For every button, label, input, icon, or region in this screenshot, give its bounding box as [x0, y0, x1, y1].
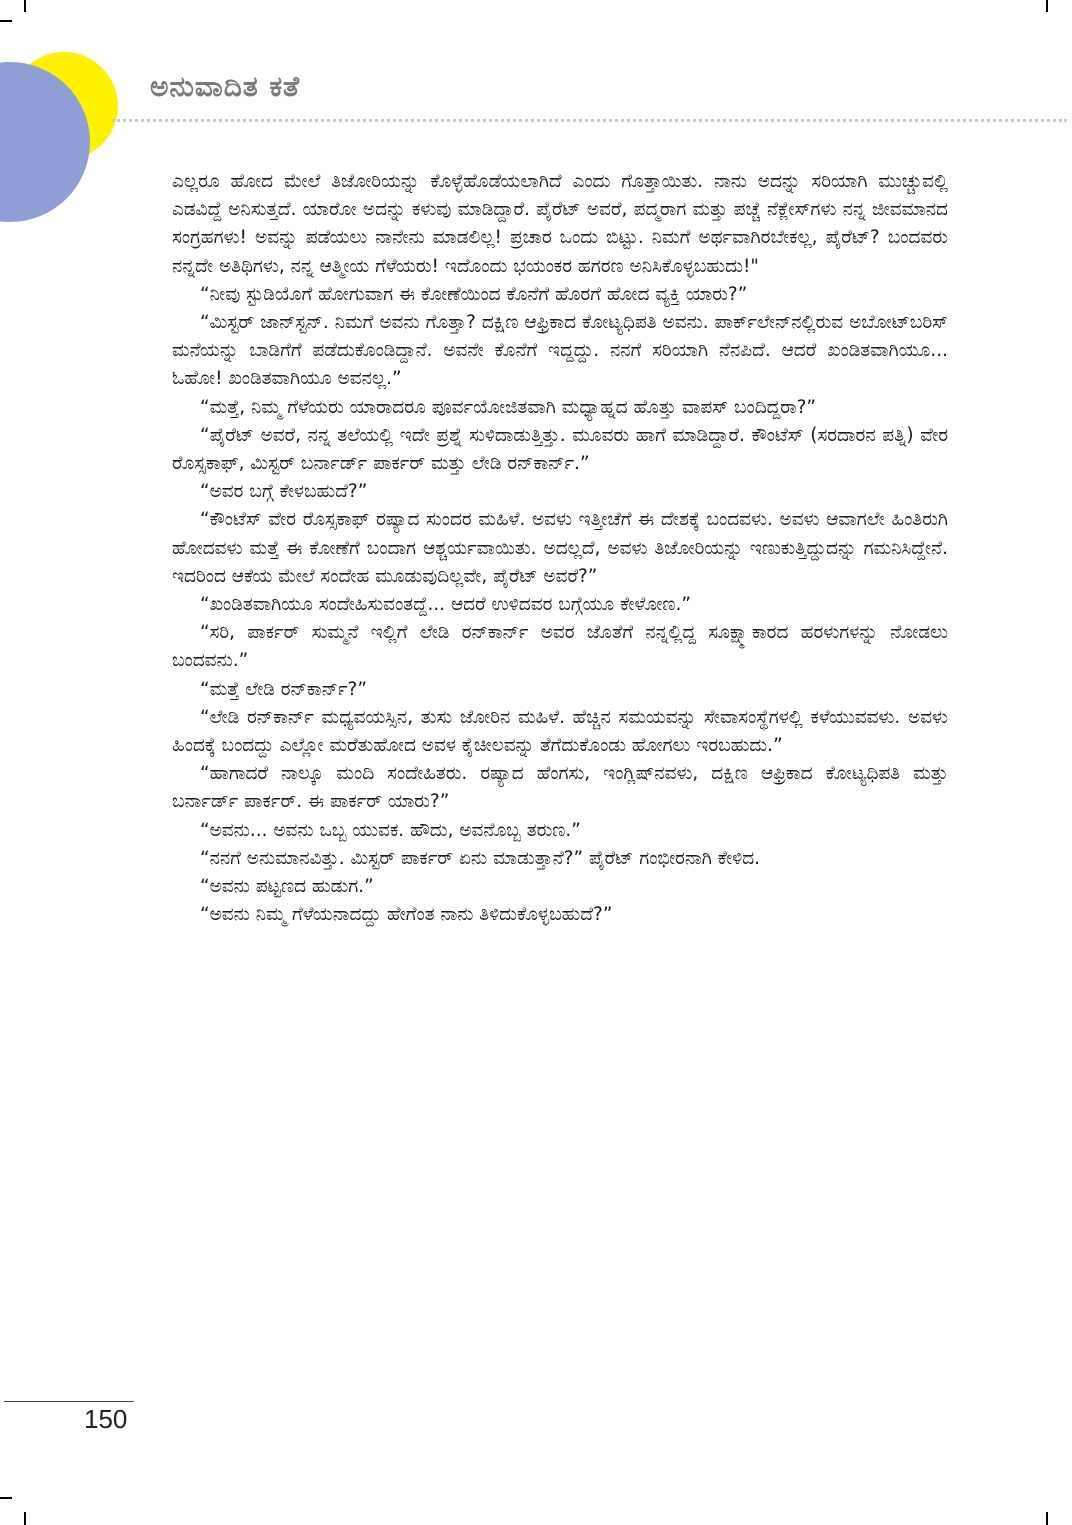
paragraph: “ಅವನು ನಿಮ್ಮ ಗೆಳೆಯನಾದದ್ದು ಹೇಗೆಂತ ನಾನು ತಿಳಿದುಕೊಳ್ಳಬಹುದೆ?” — [200, 904, 613, 926]
crop-mark — [24, 1512, 26, 1525]
paragraph: ಎಲ್ಲರೂ ಹೋದ ಮೇಲೆ ತಿಜೋರಿಯನ್ನು ಕೊಳ್ಳೆಹೊಡೆಯಲಾಗಿದೆ ಎಂದು ಗೊತ್ತಾಯಿತು. ನಾನು ಅದನ್ನು ಸರಿಯಾಗಿ ಮುಚ್ಚುವಲ್ಲಿ ಎಡವಿದ್ದೆ ಅನಿಸುತ್ತದೆ. ಯಾರೋ ಅದನ್ನು ಕಳುವು ಮಾಡಿದ್ದಾರೆ. ಪೈರೆಟ್ ಅವರೆ, ಪದ್ಮರಾಗ ಮತ್ತು ಪಚ್ಚೆ ನೆಕ್ಲೇಸ್‌ಗಳು ನನ್ನ ಜೀವಮಾನದ ಸಂಗ್ರಹಗಳು! ಅವನ್ನು ಪಡೆಯಲು ನಾನೇನು ಮಾಡಲಿಲ್ಲ! ಪ್ರಚಾರ ಒಂದು ಬಿಟ್ಟು. ನಿಮಗೆ ಅರ್ಥವಾಗಿರಬೇಕಲ್ಲ, ಪೈರೆಟ್? ಬಂದವರು ನನ್ನದೇ ಅತಿಥಿಗಳು, ನನ್ನ ಆತ್ಮೀಯ ಗೆಳೆಯರು! ಇದೊಂದು ಭಯಂಕರ ಹಗರಣ ಅನಿಸಿಕೊಳ್ಳಬಹುದು!" — [172, 171, 948, 277]
paragraph: “ಅವನು ಪಟ್ಟಣದ ಹುಡುಗ.” — [200, 876, 374, 898]
paragraph: “ನನಗೆ ಅನುಮಾನವಿತ್ತು. ಮಿಸ್ಟರ್ ಪಾರ್ಕರ್ ಏನು ಮಾಡುತ್ತಾನೆ?” ಪೈರೆಟ್ ಗಂಭೀರನಾಗಿ ಕೇಳಿದ. — [200, 847, 761, 869]
header-dotted-rule — [112, 119, 1067, 122]
paragraph: “ಪೈರೆಟ್ ಅವರೆ, ನನ್ನ ತಲೆಯಲ್ಲಿ ಇದೇ ಪ್ರಶ್ನೆ ಸುಳಿದಾಡುತ್ತಿತ್ತು. ಮೂವರು ಹಾಗೆ ಮಾಡಿದ್ದಾರೆ. ಕೌಂಟೆಸ್ (ಸರದಾರನ ಪತ್ನಿ) ವೇರ ರೊಸ್ಸಕಾಫ್, ಮಿಸ್ಟರ್ ಬರ್ನಾರ್ಡ್ ಪಾರ್ಕರ್ ಮತ್ತು ಲೇಡಿ ರನ್‌ಕಾರ್ನ್.” — [172, 424, 948, 475]
paragraph: “ಹಾಗಾದರೆ ನಾಲ್ಕೂ ಮಂದಿ ಸಂದೇಹಿತರು. ರಷ್ಯಾದ ಹೆಂಗಸು, ಇಂಗ್ಲಿಷ್‌ನವಳು, ದಕ್ಷಿಣ ಆಫ್ರಿಕಾದ ಕೋಟ್ಯಧಿಪತಿ ಮತ್ತು ಬರ್ನಾರ್ಡ್ ಪಾರ್ಕರ್. ಈ ಪಾರ್ಕರ್ ಯಾರು?” — [172, 763, 948, 813]
paragraph: “ಮತ್ತೆ, ನಿಮ್ಮ ಗೆಳೆಯರು ಯಾರಾದರೂ ಪೂರ್ವಯೋಜಿತವಾಗಿ ಮಧ್ಯಾಹ್ನದ ಹೊತ್ತು ವಾಪಸ್ ಬಂದಿದ್ದರಾ?” — [200, 396, 817, 418]
crop-mark — [24, 0, 26, 12]
crop-mark — [1046, 1512, 1048, 1525]
paragraph: “ಖಂಡಿತವಾಗಿಯೂ ಸಂದೇಹಿಸುವಂತದ್ದೆ... ಆದರೆ ಉಳಿದವರ ಬಗ್ಗೆಯೂ ಕೇಳೋಣ.” — [200, 594, 691, 616]
paragraph: “ಅವರ ಬಗ್ಗೆ ಕೇಳಬಹುದೆ?” — [200, 481, 368, 503]
paragraph: “ನೀವು ಸ್ಟುಡಿಯೊಗೆ ಹೋಗುವಾಗ ಈ ಕೋಣೆಯಿಂದ ಕೊನೆಗೆ ಹೊರಗೆ ಹೋದ ವ್ಯಕ್ತಿ ಯಾರು?” — [200, 283, 748, 305]
paragraph: “ಲೇಡಿ ರನ್‌ಕಾರ್ನ್ ಮಧ್ಯವಯಸ್ಸಿನ, ತುಸು ಜೋರಿನ ಮಹಿಳೆ. ಹೆಚ್ಚಿನ ಸಮಯವನ್ನು ಸೇವಾಸಂಸ್ಥೆಗಳಲ್ಲಿ ಕಳೆಯುವವಳು. ಅವಳು ಹಿಂದಕ್ಕೆ ಬಂದದ್ದು ಎಲ್ಲೋ ಮರೆತುಹೋದ ಅವಳ ಕೈಚೀಲವನ್ನು ತೆಗೆದುಕೊಂಡು ಹೋಗಲು ಇರಬಹುದು.” — [172, 706, 948, 757]
crop-mark — [1046, 0, 1048, 12]
paragraph: “ಸರಿ, ಪಾರ್ಕರ್ ಸುಮ್ಮನೆ ಇಲ್ಲಿಗೆ ಲೇಡಿ ರನ್‌ಕಾರ್ನ್ ಅವರ ಜೊತೆಗೆ ನನ್ನಲ್ಲಿದ್ದ ಸೂಕ್ಷ್ಮಾಕಾರದ ಹರಳುಗಳನ್ನು ನೋಡಲು ಬಂದವನು.” — [172, 622, 948, 672]
body-text — [172, 168, 948, 929]
footer-rule — [4, 1401, 134, 1402]
paragraph: “ಮತ್ತೆ ಲೇಡಿ ರನ್‌ಕಾರ್ನ್?” — [200, 678, 367, 700]
section-title: ಅನುವಾದಿತ ಕತೆ — [150, 70, 301, 103]
paragraph: “ಮಿಸ್ಟರ್ ಜಾನ್‌ಸ್ಟನ್. ನಿಮಗೆ ಅವನು ಗೊತ್ತಾ? ದಕ್ಷಿಣ ಆಫ್ರಿಕಾದ ಕೋಟ್ಯಧಿಪತಿ ಅವನು. ಪಾರ್ಕ್‌ಲೇನ್‌ನಲ್ಲಿರುವ ಅಬೋಟ್‌ಬರಿಸ್ ಮನೆಯನ್ನು ಬಾಡಿಗೆಗೆ ಪಡೆದುಕೊಂಡಿದ್ದಾನೆ. ಅವನೇ ಕೊನೆಗೆ ಇದ್ದದ್ದು. ನನಗೆ ಸರಿಯಾಗಿ ನೆನಪಿದೆ. ಆದರೆ ಖಂಡಿತವಾಗಿಯೂ... ಓಹೋ! ಖಂಡಿತವಾಗಿಯೂ ಅವನಲ್ಲ.” — [172, 312, 948, 390]
crop-mark — [0, 20, 12, 22]
paragraph: “ಕೌಂಟೆಸ್ ವೇರ ರೊಸ್ಸಕಾಫ್ ರಷ್ಯಾದ ಸುಂದರ ಮಹಿಳೆ. ಅವಳು ಇತ್ತೀಚೆಗೆ ಈ ದೇಶಕ್ಕೆ ಬಂದವಳು. ಅವಳು ಆವಾಗಲೇ ಹಿಂತಿರುಗಿ ಹೋದವಳು ಮತ್ತೆ ಈ ಕೋಣೆಗೆ ಬಂದಾಗ ಆಶ್ಚರ್ಯವಾಯಿತು. ಅದಲ್ಲದೆ, ಅವಳು ತಿಜೋರಿಯನ್ನು ಇಣುಕುತ್ತಿದ್ದುದನ್ನು ಗಮನಿಸಿದ್ದೇನೆ. ಇದರಿಂದ ಆಕೆಯ ಮೇಲೆ ಸಂದೇಹ ಮೂಡುವುದಿಲ್ಲವೇ, ಪೈರೆಟ್ ಅವರೆ?” — [172, 509, 948, 587]
page-number: 150 — [84, 1404, 128, 1434]
paragraph: “ಅವನು... ಅವನು ಒಬ್ಬ ಯುವಕ. ಹೌದು, ಅವನೊಬ್ಬ ತರುಣ.” — [200, 819, 581, 841]
crop-mark — [0, 1497, 12, 1499]
